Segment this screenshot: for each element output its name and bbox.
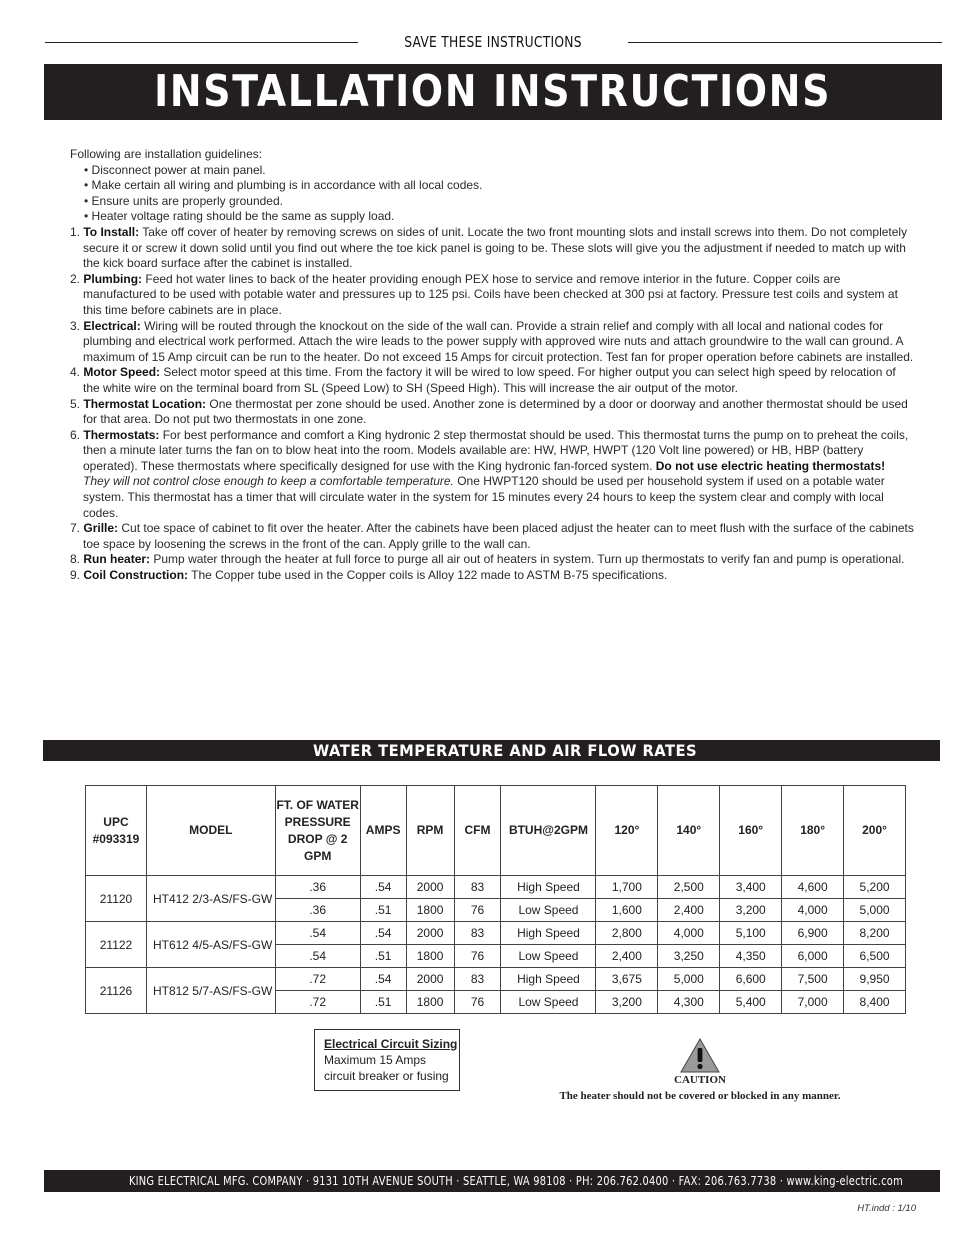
table-cell: 5,000 [844, 899, 906, 922]
table-cell: .51 [360, 945, 406, 968]
warning-triangle-icon [680, 1038, 720, 1074]
col-header-btuh: BTUH@2GPM [501, 786, 596, 876]
guideline-item: • Disconnect power at main panel. [84, 162, 266, 177]
table-cell: 7,000 [782, 991, 844, 1014]
cell-upc: 21122 [86, 922, 147, 968]
col-header-model: MODEL [146, 786, 275, 876]
caution-label: CAUTION [674, 1074, 726, 1086]
circuit-sizing-line: Maximum 15 Amps [324, 1053, 427, 1067]
table-cell: 6,500 [844, 945, 906, 968]
instructions-body [70, 147, 915, 584]
table-cell: 2,800 [596, 922, 658, 945]
col-header-cfm: CFM [454, 786, 501, 876]
col-header-amps: AMPS [360, 786, 406, 876]
flow-rates-table [85, 785, 906, 1014]
cell-model: HT412 2/3-AS/FS-GW [146, 876, 275, 922]
table-cell: 83 [454, 922, 501, 945]
table-cell: 2000 [406, 876, 454, 899]
table-cell: 6,600 [720, 968, 782, 991]
table-cell: 8,200 [844, 922, 906, 945]
table-cell: High Speed [501, 922, 596, 945]
step-thermostats: 6. Thermostats: For best performance and comfort a King hydronic 2 step thermostat should be used. This thermostat turns the pump on to preheat the coils, then a minute later turns the fan on to blow heat into the room. Models available are: HW, HWP, HWPT (120 Volt line powered) or HB, HBP (battery operated). These thermostats where specifically designed for use with the King hydronic fan-forced system. Do not use electric heating thermostats! They will not control close enough to keep a comfortable temperature. One HWPT120 should be used per household system if used on a potable water system. This thermostat has a timer that will circulate water in the system for 15 minutes every 24 hours to keep the system clear and comply with local codes. [70, 427, 909, 520]
table-cell: 2000 [406, 968, 454, 991]
table-cell: 8,400 [844, 991, 906, 1014]
table-cell: 83 [454, 876, 501, 899]
cell-upc: 21120 [86, 876, 147, 922]
cell-model: HT812 5/7-AS/FS-GW [146, 968, 275, 1014]
table-cell: .36 [275, 876, 360, 899]
guideline-list [70, 163, 915, 225]
table-cell: 2,500 [658, 876, 720, 899]
table-row [86, 876, 906, 899]
table-cell: 5,100 [720, 922, 782, 945]
step-thermostat-location: 5. Thermostat Location: One thermostat per zone should be used. Another zone is determined by a door or doorway and another thermostat should be used for that area. Do not put two thermostats in one zone. [70, 396, 908, 427]
table-cell: High Speed [501, 876, 596, 899]
table-cell: 6,000 [782, 945, 844, 968]
table-cell: 76 [454, 991, 501, 1014]
cell-model: HT612 4/5-AS/FS-GW [146, 922, 275, 968]
company-address: KING ELECTRICAL MFG. COMPANY · 9131 10TH AVENUE SOUTH · SEATTLE, WA 98108 · PH: 206.762.0400 · FAX: 206.763.7738 · www.king-electric.com [128, 1174, 903, 1188]
title-banner [44, 64, 942, 120]
table-cell: High Speed [501, 968, 596, 991]
table-cell: 3,200 [720, 899, 782, 922]
save-instructions-note: SAVE THESE INSTRUCTIONS [404, 33, 582, 51]
document-id: HT.indd : 1/10 [857, 1203, 916, 1214]
header-rule-right [628, 42, 942, 43]
intro-lead: Following are installation guidelines: [70, 147, 263, 161]
table-cell: Low Speed [501, 991, 596, 1014]
circuit-sizing-title: Electrical Circuit Sizing [324, 1037, 458, 1051]
footer-bar [44, 1170, 940, 1192]
table-cell: 4,600 [782, 876, 844, 899]
table-cell: 7,500 [782, 968, 844, 991]
step-grille: 7. Grille: Cut toe space of cabinet to fit over the heater. After the cabinets have been placed adjust the heater can to meet flush with the surface of the cabinets toe space by loosening the screws in the front of the can. Apply grille to the wall can. [70, 521, 914, 551]
col-header-upc: UPC #093319 [86, 786, 147, 876]
table-cell: 5,400 [720, 991, 782, 1014]
table-cell: 3,200 [596, 991, 658, 1014]
step-run-heater: 8. Run heater: Pump water through the heater at full force to purge all air out of heaters in system. Turn up thermostats to verify fan and pump is operational. [70, 552, 905, 567]
table-cell: .51 [360, 991, 406, 1014]
table-cell: 1,700 [596, 876, 658, 899]
table-cell: 2000 [406, 922, 454, 945]
table-cell: 1800 [406, 991, 454, 1014]
table-cell: 2,400 [596, 945, 658, 968]
section-title: WATER TEMPERATURE AND AIR FLOW RATES [313, 741, 698, 760]
table-cell: 5,200 [844, 876, 906, 899]
table-cell: Low Speed [501, 945, 596, 968]
col-header-200: 200° [844, 786, 906, 876]
table-cell: 1,600 [596, 899, 658, 922]
guideline-item: • Heater voltage rating should be the same as supply load. [84, 209, 395, 224]
cell-upc: 21126 [86, 968, 147, 1014]
col-header-160: 160° [720, 786, 782, 876]
page-title: INSTALLATION INSTRUCTIONS [154, 66, 832, 117]
step-coil-construction: 9. Coil Construction: The Copper tube used in the Copper coils is Alloy 122 made to ASTM B-75 specifications. [70, 568, 668, 583]
table-cell: .54 [360, 876, 406, 899]
caution-message: The heater should not be covered or blocked in any manner. [559, 1090, 841, 1102]
table-cell: 76 [454, 945, 501, 968]
table-cell: 3,675 [596, 968, 658, 991]
table-cell: Low Speed [501, 899, 596, 922]
table-cell: 9,950 [844, 968, 906, 991]
table-cell: .36 [275, 899, 360, 922]
guideline-item: • Make certain all wiring and plumbing is in accordance with all local codes. [84, 178, 483, 193]
step-plumbing: 2. Plumbing: Feed hot water lines to back of the heater providing enough PEX hose to service and remove interior in the future. Copper coils are manufactured to be used with potable water and pressures up to 125 psi. Coils have been checked at 300 psi at factory. Pressure test coils and system at this time before cabinets are in place. [70, 271, 898, 317]
guideline-item: • Ensure units are properly grounded. [84, 193, 283, 208]
table-cell: 2,400 [658, 899, 720, 922]
col-header-140: 140° [658, 786, 720, 876]
table-cell: 4,000 [782, 899, 844, 922]
table-cell: 1800 [406, 945, 454, 968]
table-row [86, 968, 906, 991]
table-cell: .54 [360, 968, 406, 991]
circuit-sizing-line: circuit breaker or fusing [324, 1069, 449, 1083]
section-bar [43, 740, 940, 761]
step-motor-speed: 4. Motor Speed: Select motor speed at this time. From the factory it will be wired to low speed. For higher output you can select high speed by relocation of the white wire on the terminal board from SL (Speed Low) to SH (Speed High). This will increase the air output of the motor. [70, 365, 896, 395]
table-cell: .54 [360, 922, 406, 945]
table-cell: 6,900 [782, 922, 844, 945]
table-cell: 3,250 [658, 945, 720, 968]
table-cell: .51 [360, 899, 406, 922]
table-cell: .72 [275, 968, 360, 991]
table-row [86, 922, 906, 945]
table-cell: 4,350 [720, 945, 782, 968]
table-cell: .54 [275, 945, 360, 968]
col-header-180: 180° [782, 786, 844, 876]
table-cell: 1800 [406, 899, 454, 922]
step-electrical: 3. Electrical: Wiring will be routed through the knockout on the side of the wall can. Provide a strain relief and comply with all local and national codes for plumbing and electrical work performed. Attach the wire leads to the power supply with approved wire nuts and attach groundwire to the wall can ground. A maximum of 15 Amp circuit can be run to the heater. Do not exceed 15 Amps for circuit protection. Test fan for proper operation before cabinets are installed. [70, 318, 914, 364]
table-cell: 3,400 [720, 876, 782, 899]
table-cell: 4,000 [658, 922, 720, 945]
table-cell: .72 [275, 991, 360, 1014]
table-cell: 4,300 [658, 991, 720, 1014]
col-header-rpm: RPM [406, 786, 454, 876]
table-cell: 5,000 [658, 968, 720, 991]
circuit-sizing-box [314, 1029, 460, 1091]
table-header-row [86, 786, 906, 876]
step-install: 1. To Install: Take off cover of heater by removing screws on sides of unit. Locate the two front mounting slots and install screws into them. Do not completely secure it or screw it down solid until you find out where the toe kick panel is going to be. These slots will give you the adjustment if needed to match up with the kick board surface after the cabinet is installed. [70, 224, 908, 271]
table-cell: 83 [454, 968, 501, 991]
col-header-pressure-drop: FT. OF WATER PRESSURE DROP @ 2 GPM [275, 786, 360, 876]
table-cell: 76 [454, 899, 501, 922]
table-cell: .54 [275, 922, 360, 945]
header-rule-left [45, 42, 358, 43]
col-header-120: 120° [596, 786, 658, 876]
